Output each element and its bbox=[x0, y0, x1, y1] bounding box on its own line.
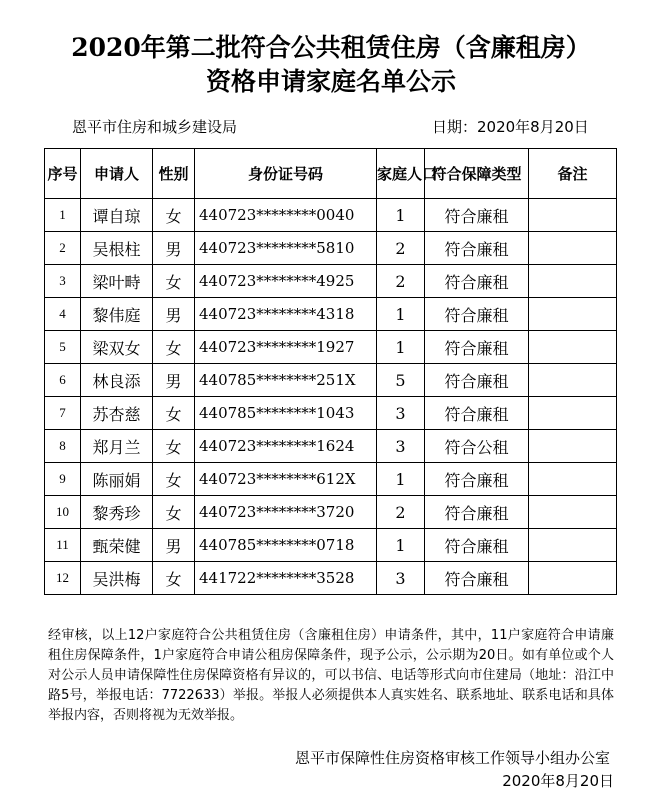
cell-type: 符合廉租 bbox=[425, 562, 529, 595]
cell-no: 1 bbox=[45, 199, 81, 232]
cell-id-number: 440723********1624 bbox=[195, 430, 377, 463]
cell-household: 1 bbox=[377, 298, 425, 331]
cell-id-number: 440723********612X bbox=[195, 463, 377, 496]
cell-type: 符合廉租 bbox=[425, 232, 529, 265]
cell-remarks bbox=[529, 430, 617, 463]
cell-remarks bbox=[529, 364, 617, 397]
table-row bbox=[45, 397, 617, 430]
cell-gender: 女 bbox=[153, 199, 195, 232]
table-row bbox=[45, 562, 617, 595]
cell-gender: 女 bbox=[153, 331, 195, 364]
cell-no: 10 bbox=[45, 496, 81, 529]
cell-type: 符合廉租 bbox=[425, 463, 529, 496]
cell-no: 2 bbox=[45, 232, 81, 265]
cell-applicant: 苏杏慈 bbox=[81, 397, 153, 430]
cell-applicant: 甄荣健 bbox=[81, 529, 153, 562]
cell-no: 5 bbox=[45, 331, 81, 364]
cell-gender: 女 bbox=[153, 430, 195, 463]
signature-date: 2020年8月20日 bbox=[502, 772, 614, 790]
cell-household: 2 bbox=[377, 232, 425, 265]
cell-id-number: 440785********251X bbox=[195, 364, 377, 397]
cell-type: 符合公租 bbox=[425, 430, 529, 463]
cell-no: 12 bbox=[45, 562, 81, 595]
header-applicant: 申请人 bbox=[81, 149, 153, 199]
cell-applicant: 梁双女 bbox=[81, 331, 153, 364]
cell-id-number: 440785********1043 bbox=[195, 397, 377, 430]
cell-applicant: 陈丽娟 bbox=[81, 463, 153, 496]
cell-gender: 男 bbox=[153, 298, 195, 331]
cell-applicant: 梁叶畤 bbox=[81, 265, 153, 298]
cell-household: 1 bbox=[377, 331, 425, 364]
header-no: 序号 bbox=[45, 149, 81, 199]
signature-org: 恩平市保障性住房资格审核工作领导小组办公室 bbox=[294, 749, 610, 767]
cell-no: 11 bbox=[45, 529, 81, 562]
cell-household: 5 bbox=[377, 364, 425, 397]
table-row bbox=[45, 463, 617, 496]
table-row bbox=[45, 199, 617, 232]
cell-gender: 男 bbox=[153, 232, 195, 265]
cell-remarks bbox=[529, 529, 617, 562]
cell-gender: 男 bbox=[153, 529, 195, 562]
cell-gender: 女 bbox=[153, 463, 195, 496]
issuer: 恩平市住房和城乡建设局 bbox=[72, 118, 238, 136]
cell-type: 符合廉租 bbox=[425, 397, 529, 430]
cell-remarks bbox=[529, 397, 617, 430]
cell-remarks bbox=[529, 463, 617, 496]
table-row bbox=[45, 364, 617, 397]
cell-gender: 女 bbox=[153, 496, 195, 529]
cell-applicant: 吴洪梅 bbox=[81, 562, 153, 595]
cell-applicant: 谭自琼 bbox=[81, 199, 153, 232]
table-row bbox=[45, 496, 617, 529]
page-title-line2: 资格申请家庭名单公示 bbox=[205, 67, 456, 96]
header-type: 符合保障类型 bbox=[425, 149, 529, 199]
cell-no: 6 bbox=[45, 364, 81, 397]
cell-gender: 女 bbox=[153, 265, 195, 298]
table-row bbox=[45, 331, 617, 364]
page-title-line1: 2020年第二批符合公共租赁住房（含廉租房） bbox=[71, 33, 591, 62]
header-remarks: 备注 bbox=[529, 149, 617, 199]
publish-date: 日期：2020年8月20日 bbox=[432, 118, 589, 136]
cell-type: 符合廉租 bbox=[425, 331, 529, 364]
cell-gender: 女 bbox=[153, 562, 195, 595]
table-row bbox=[45, 529, 617, 562]
cell-remarks bbox=[529, 298, 617, 331]
cell-remarks bbox=[529, 496, 617, 529]
cell-id-number: 440785********0718 bbox=[195, 529, 377, 562]
cell-id-number: 440723********4925 bbox=[195, 265, 377, 298]
cell-id-number: 440723********1927 bbox=[195, 331, 377, 364]
notice-text: 经审核，以上12户家庭符合公共租赁住房（含廉租住房）申请条件，其中，11户家庭符合申请廉租住房保障条件，1户家庭符合申请公租房保障条件，现予公示，公示期为20日。如有单位或个人对公示人员申请保障性住房保障资格有异议的，可以书信、电话等形式向市住建局（地址：沿江中路5号，举报电话：7722633）举报。举报人必须提供本人真实姓名、联系地址、联系电话和具体举报内容，否则将视为无效举报。 bbox=[48, 628, 614, 723]
cell-remarks bbox=[529, 331, 617, 364]
cell-type: 符合廉租 bbox=[425, 265, 529, 298]
table-row bbox=[45, 232, 617, 265]
cell-no: 9 bbox=[45, 463, 81, 496]
cell-remarks bbox=[529, 265, 617, 298]
cell-applicant: 吴根柱 bbox=[81, 232, 153, 265]
cell-id-number: 440723********3720 bbox=[195, 496, 377, 529]
cell-remarks bbox=[529, 199, 617, 232]
table-header-row bbox=[45, 149, 617, 199]
header-id-number: 身份证号码 bbox=[195, 149, 377, 199]
cell-household: 3 bbox=[377, 562, 425, 595]
cell-id-number: 440723********4318 bbox=[195, 298, 377, 331]
cell-id-number: 440723********5810 bbox=[195, 232, 377, 265]
cell-applicant: 黎秀珍 bbox=[81, 496, 153, 529]
cell-no: 7 bbox=[45, 397, 81, 430]
cell-applicant: 黎伟庭 bbox=[81, 298, 153, 331]
cell-household: 3 bbox=[377, 397, 425, 430]
table-row bbox=[45, 430, 617, 463]
table-row bbox=[45, 298, 617, 331]
cell-household: 1 bbox=[377, 463, 425, 496]
cell-id-number: 441722********3528 bbox=[195, 562, 377, 595]
cell-type: 符合廉租 bbox=[425, 298, 529, 331]
cell-household: 2 bbox=[377, 496, 425, 529]
cell-type: 符合廉租 bbox=[425, 364, 529, 397]
cell-applicant: 林良添 bbox=[81, 364, 153, 397]
cell-type: 符合廉租 bbox=[425, 199, 529, 232]
cell-remarks bbox=[529, 562, 617, 595]
cell-applicant: 郑月兰 bbox=[81, 430, 153, 463]
cell-no: 4 bbox=[45, 298, 81, 331]
cell-type: 符合廉租 bbox=[425, 529, 529, 562]
cell-household: 1 bbox=[377, 199, 425, 232]
cell-gender: 女 bbox=[153, 397, 195, 430]
cell-household: 1 bbox=[377, 529, 425, 562]
cell-household: 2 bbox=[377, 265, 425, 298]
cell-household: 3 bbox=[377, 430, 425, 463]
applicant-table bbox=[44, 148, 617, 595]
cell-remarks bbox=[529, 232, 617, 265]
cell-type: 符合廉租 bbox=[425, 496, 529, 529]
table-row bbox=[45, 265, 617, 298]
cell-gender: 男 bbox=[153, 364, 195, 397]
header-gender: 性别 bbox=[153, 149, 195, 199]
cell-no: 3 bbox=[45, 265, 81, 298]
header-household: 家庭人口 bbox=[377, 149, 425, 199]
cell-no: 8 bbox=[45, 430, 81, 463]
cell-id-number: 440723********0040 bbox=[195, 199, 377, 232]
